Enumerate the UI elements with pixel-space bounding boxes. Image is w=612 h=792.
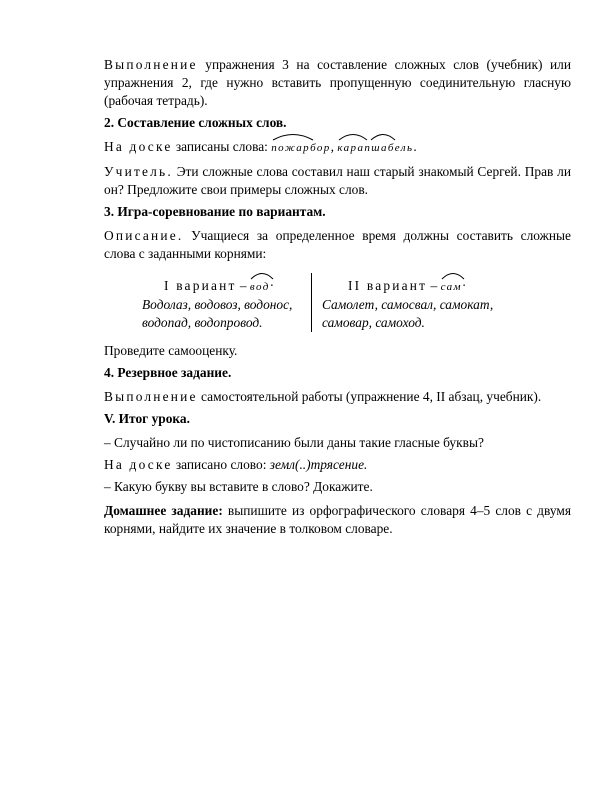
morpheme-word-2: карапшабель — [337, 139, 413, 157]
paragraph-text: выпишите из орфографического словаря 4–5 слов с двумя корнями, найдите их значение в толковом словаре. — [104, 503, 571, 536]
spaced-word: Выполнение — [104, 389, 198, 404]
paragraph-text: Эти сложные слова составил наш старый знакомый Сергей. Прав ли он? Предложите свои примеры сложных слов. — [104, 164, 571, 197]
paragraph-board-2 — [104, 456, 571, 474]
root-arc-icon — [271, 131, 315, 141]
root-sam: сам — [441, 278, 462, 296]
paragraph-selfcheck: Проведите самооценку. — [104, 343, 238, 358]
homework-label: Домашнее задание: — [104, 503, 223, 518]
paragraph-teacher — [104, 163, 571, 199]
variant-1 — [104, 273, 312, 332]
root-arc-icon — [250, 270, 274, 280]
heading-reserve: 4. Резервное задание. — [104, 365, 232, 380]
variant-2 — [312, 273, 522, 332]
question-2: – Какую букву вы вставите в слово? Докажите. — [104, 479, 373, 494]
variant-2-words: Самолет, самосвал, самокат, самовар, самоход. — [322, 297, 494, 330]
question-1: – Случайно ли по чистописанию были даны такие гласные буквы? — [104, 435, 484, 450]
document-page — [104, 56, 571, 538]
paragraph-task — [104, 388, 571, 406]
heading-compound-words: 2. Составление сложных слов. — [104, 115, 287, 130]
spaced-word: Выполнение — [104, 57, 198, 72]
root-arc-icon — [441, 270, 465, 280]
paragraph-text: Учащиеся за определенное время должны составить сложные слова с заданными корнями: — [104, 228, 571, 261]
variant-2-heading: II вариант – сам· — [322, 277, 522, 296]
heading-game: 3. Игра-соревнование по вариантам. — [104, 204, 326, 219]
spaced-word: Описание. — [104, 228, 184, 243]
paragraph-homework — [104, 502, 571, 538]
paragraph-description — [104, 227, 571, 263]
paragraph-exercise — [104, 56, 571, 110]
paragraph-text: записаны слова: — [172, 139, 272, 154]
board-word: земл(..)трясение. — [269, 457, 368, 472]
morpheme-word-1: пожарбор — [271, 139, 330, 157]
spaced-word: На доске — [104, 139, 173, 154]
root-arc-icon — [337, 131, 395, 141]
paragraph-board: На доске записаны слова: пожарбор, карапшабель. — [104, 138, 571, 157]
root-vod: вод — [250, 278, 270, 296]
paragraph-text: записано слово: — [172, 457, 270, 472]
spaced-word: Учитель. — [104, 164, 173, 179]
spaced-word: На доске — [104, 457, 173, 472]
heading-summary: V. Итог урока. — [104, 411, 190, 426]
paragraph-text: упражнения 3 на составление сложных слов (учебник) или упражнения 2, где нужно вставить пропущенную соединительную гласную (рабочая тетрадь). — [104, 57, 571, 108]
variant-1-words: Водолаз, водовоз, водонос, водопад, водопровод. — [142, 297, 293, 330]
variants-table — [104, 273, 571, 332]
paragraph-text: самостоятельной работы (упражнение 4, II абзац, учебник). — [197, 389, 542, 404]
variant-1-heading: I вариант – вод· — [142, 277, 303, 296]
